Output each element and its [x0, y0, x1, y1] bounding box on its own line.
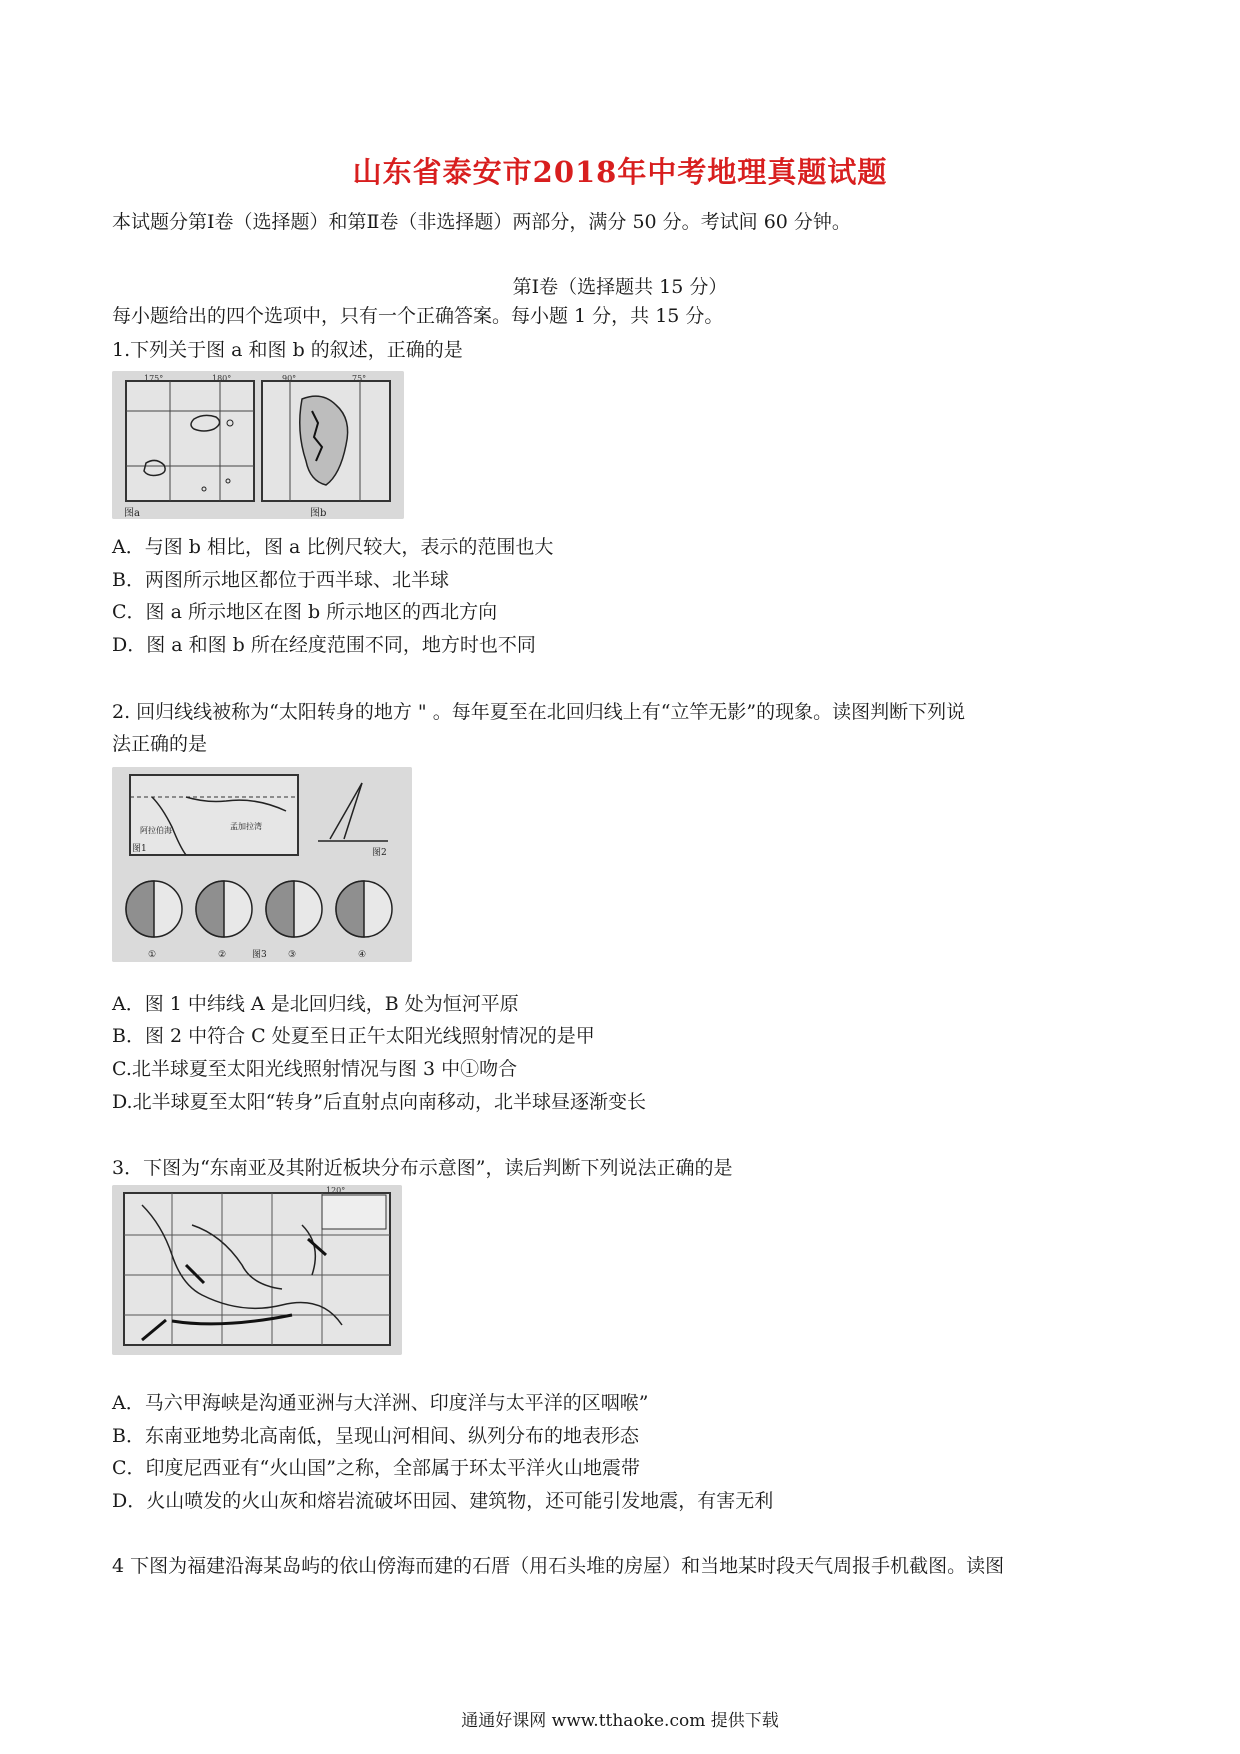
svg-text:①: ① — [148, 950, 157, 960]
question-3-option-a: A．马六甲海峡是沟通亚洲与大洋洲、印度洋与太平洋的区咽喉” — [112, 1392, 649, 1414]
svg-text:180°: 180° — [212, 374, 232, 383]
question-1-option-d: D．图 a 和图 b 所在经度范围不同，地方时也不同 — [112, 634, 536, 656]
svg-text:阿拉伯海: 阿拉伯海 — [140, 826, 172, 835]
figure-a-label: 图a — [124, 508, 140, 519]
question-4-stem: 4 下图为福建沿海某岛屿的依山傍海而建的石厝（用石头堆的房屋）和当地某时段天气周报手机截图。读图 — [112, 1555, 1005, 1577]
question-3-option-b: B．东南亚地势北高南低，呈现山河相间、纵列分布的地表形态 — [112, 1425, 639, 1447]
question-1-figure — [112, 371, 404, 519]
page-title: 山东省泰安市2018年中考地理真题试题 — [352, 155, 888, 189]
question-3-option-c: C．印度尼西亚有“火山国”之称，全部属于环太平洋火山地震带 — [112, 1457, 640, 1479]
figure-b-label: 图b — [310, 508, 327, 519]
svg-text:③: ③ — [288, 950, 297, 960]
question-1-stem: 1.下列关于图 a 和图 b 的叙述，正确的是 — [112, 339, 463, 361]
svg-text:孟加拉湾: 孟加拉湾 — [230, 822, 262, 831]
question-3-figure — [112, 1185, 402, 1355]
question-2-option-d: D.北半球夏至太阳“转身”后直射点向南移动，北半球昼逐渐变长 — [112, 1091, 647, 1113]
question-1-option-c: C．图 a 所示地区在图 b 所示地区的西北方向 — [112, 601, 498, 623]
svg-text:④: ④ — [358, 950, 367, 960]
question-1-option-b: B．两图所示地区都位于西半球、北半球 — [112, 569, 449, 591]
question-2-stem-line-2: 法正确的是 — [112, 733, 208, 755]
question-3-option-d: D．火山喷发的火山灰和熔岩流破坏田园、建筑物，还可能引发地震，有害无利 — [112, 1490, 774, 1512]
svg-text:75°: 75° — [352, 374, 367, 383]
question-2-option-c: C.北半球夏至太阳光线照射情况与图 3 中①吻合 — [112, 1058, 518, 1080]
question-3-stem: 3．下图为“东南亚及其附近板块分布示意图”，读后判断下列说法正确的是 — [112, 1157, 733, 1179]
question-2-option-b: B．图 2 中符合 C 处夏至日正午太阳光线照射情况的是甲 — [112, 1025, 595, 1047]
svg-text:图2: 图2 — [372, 848, 387, 858]
svg-text:175°: 175° — [144, 374, 164, 383]
svg-text:②: ② — [218, 950, 227, 960]
exam-intro: 本试题分第Ⅰ卷（选择题）和第Ⅱ卷（非选择题）两部分，满分 50 分。考试间 60 分钟。 — [112, 211, 851, 233]
svg-text:90°: 90° — [282, 374, 297, 383]
svg-text:图1: 图1 — [132, 844, 147, 854]
section-heading: 第Ⅰ卷（选择题共 15 分） — [512, 276, 728, 298]
question-2-option-a: A．图 1 中纬线 A 是北回归线，B 处为恒河平原 — [112, 993, 519, 1015]
question-2-stem-line-1: 2. 回归线线被称为“太阳转身的地方 " 。每年夏至在北回归线上有“立竿无影”的现象。读图判断下列说 — [112, 701, 966, 723]
section-instruction: 每小题给出的四个选项中，只有一个正确答案。每小题 1 分，共 15 分。 — [112, 305, 724, 327]
svg-text:120°: 120° — [326, 1186, 346, 1195]
footer-note: 通通好课网 www.tthaoke.com 提供下载 — [461, 1711, 779, 1731]
svg-text:图3: 图3 — [252, 950, 267, 960]
question-1-option-a: A．与图 b 相比，图 a 比例尺较大，表示的范围也大 — [112, 536, 554, 558]
question-2-figure — [112, 767, 412, 962]
